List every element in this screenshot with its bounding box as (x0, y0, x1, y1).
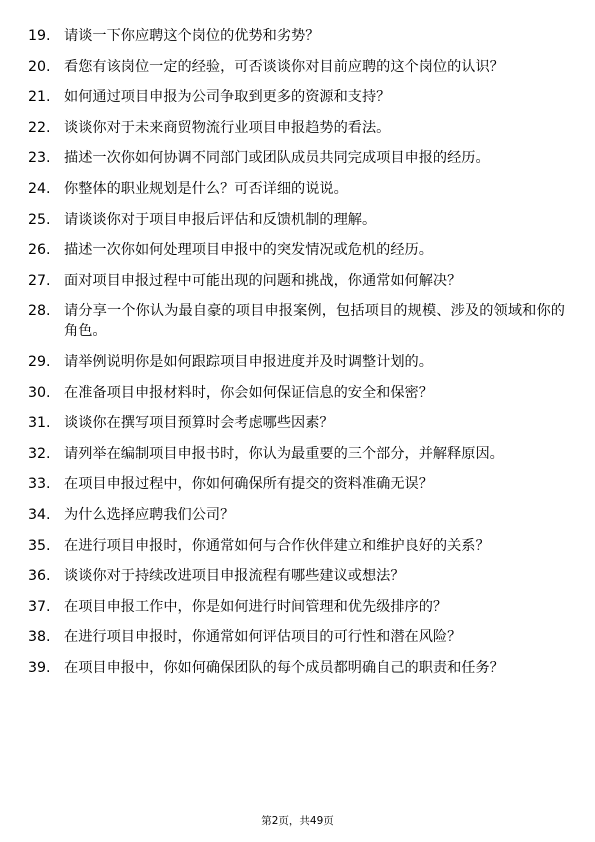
question-text: 请举例说明你是如何跟踪项目申报进度并及时调整计划的。 (64, 353, 433, 370)
question-item (0, 566, 595, 586)
question-number: 22. (28, 119, 51, 136)
question-item (0, 597, 595, 617)
question-text: 在进行项目申报时，你通常如何评估项目的可行性和潜在风险？ (64, 629, 462, 646)
question-text: 如何通过项目申报为公司争取到更多的资源和支持？ (64, 89, 391, 106)
question-number: 32. (28, 445, 51, 462)
question-item (0, 148, 595, 168)
question-number: 23. (28, 150, 51, 167)
question-text: 谈谈你对于未来商贸物流行业项目申报趋势的看法。 (64, 119, 391, 136)
question-text: 为什么选择应聘我们公司？ (64, 506, 235, 523)
question-text: 在项目申报中，你如何确保团队的每个成员都明确自己的职责和任务？ (64, 659, 504, 676)
page-footer (0, 814, 595, 828)
question-text: 在准备项目申报材料时，你会如何保证信息的安全和保密？ (64, 384, 433, 401)
question-item (0, 383, 595, 403)
question-number: 38. (28, 629, 51, 646)
question-item (0, 413, 595, 433)
question-item (0, 627, 595, 647)
question-item (0, 210, 595, 230)
question-text: 在进行项目申报时，你通常如何与合作伙伴建立和维护良好的关系？ (64, 537, 490, 554)
question-number: 35. (28, 537, 51, 554)
question-item (0, 57, 595, 77)
question-number: 29. (28, 353, 51, 370)
question-number: 31. (28, 415, 51, 432)
question-item (0, 536, 595, 556)
question-number: 20. (28, 58, 51, 75)
question-item (0, 240, 595, 260)
question-list (0, 26, 595, 688)
question-number: 28. (28, 303, 51, 320)
question-number: 26. (28, 242, 51, 259)
question-number: 33. (28, 476, 51, 493)
question-text: 谈谈你在撰写项目预算时会考虑哪些因素？ (64, 415, 334, 432)
question-number: 25. (28, 211, 51, 228)
page-number-label: 第2页，共49页 (261, 815, 334, 827)
question-text: 在项目申报工作中，你是如何进行时间管理和优先级排序的？ (64, 598, 448, 615)
question-number: 39. (28, 659, 51, 676)
question-number: 19. (28, 28, 51, 44)
question-number: 30. (28, 384, 51, 401)
question-text: 描述一次你如何协调不同部门或团队成员共同完成项目申报的经历。 (64, 150, 490, 167)
question-item (0, 118, 595, 138)
question-item (0, 444, 595, 464)
question-text: 请谈一下你应聘这个岗位的优势和劣势？ (64, 28, 320, 44)
question-text: 在项目申报过程中，你如何确保所有提交的资料准确无误？ (64, 476, 433, 493)
question-item (0, 271, 595, 291)
question-number: 27. (28, 272, 51, 289)
question-text: 面对项目申报过程中可能出现的问题和挑战，你通常如何解决？ (64, 272, 462, 289)
question-number: 36. (28, 568, 51, 585)
question-number: 34. (28, 506, 51, 523)
question-item (0, 352, 595, 372)
question-item (0, 301, 595, 341)
question-text: 描述一次你如何处理项目申报中的突发情况或危机的经历。 (64, 242, 433, 259)
question-item (0, 179, 595, 199)
question-item (0, 87, 595, 107)
question-text: 请谈谈你对于项目申报后评估和反馈机制的理解。 (64, 211, 377, 228)
question-number: 21. (28, 89, 51, 106)
question-number: 37. (28, 598, 51, 615)
question-item (0, 474, 595, 494)
question-text: 谈谈你对于持续改进项目申报流程有哪些建议或想法？ (64, 568, 405, 585)
question-text: 你整体的职业规划是什么？可否详细的说说。 (64, 180, 348, 197)
question-number: 24. (28, 180, 51, 197)
question-item (0, 26, 595, 46)
question-item (0, 658, 595, 678)
question-text: 请列举在编制项目申报书时，你认为最重要的三个部分，并解释原因。 (64, 445, 504, 462)
question-text: 请分享一个你认为最自豪的项目申报案例，包括项目的规模、涉及的领域和你的角色。 (64, 303, 565, 340)
question-text: 看您有该岗位一定的经验，可否谈谈你对目前应聘的这个岗位的认识？ (64, 58, 504, 75)
question-item (0, 505, 595, 525)
